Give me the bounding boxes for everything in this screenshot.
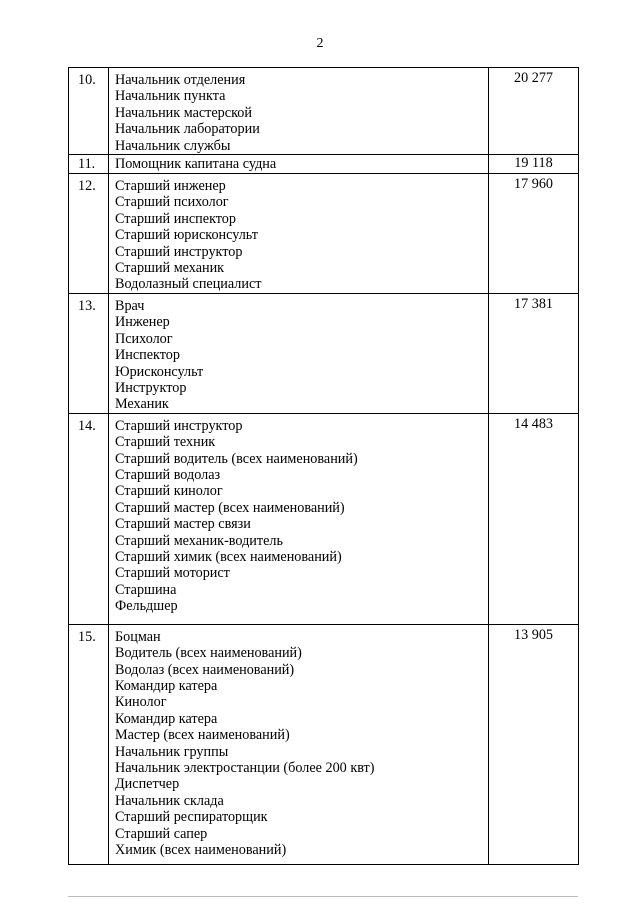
table-row <box>69 174 579 294</box>
position-title: Старший респираторщик <box>115 809 268 826</box>
position-title: Водолазный специалист <box>115 276 262 293</box>
position-title: Водитель (всех наименований) <box>115 645 302 662</box>
row-number-cell: 13. <box>69 293 109 413</box>
page-bottom-rule <box>68 896 578 897</box>
position-title: Кинолог <box>115 694 167 711</box>
position-title: Старший кинолог <box>115 483 223 500</box>
position-title: Старший мастер связи <box>115 516 251 533</box>
position-title: Старший мастер (всех наименований) <box>115 499 345 516</box>
position-title: Фельдшер <box>115 598 178 615</box>
position-title: Старший инструктор <box>115 417 243 434</box>
table-row <box>69 155 579 174</box>
position-list-cell <box>109 293 489 413</box>
position-title: Начальник склада <box>115 792 224 809</box>
salary-cell: 14 483 <box>489 413 579 624</box>
row-number-cell: 10. <box>69 68 109 155</box>
position-title: Диспетчер <box>115 776 180 793</box>
position-list-cell <box>109 155 489 174</box>
position-list-cell <box>109 624 489 864</box>
table-row <box>69 68 579 155</box>
position-title: Инспектор <box>115 347 180 364</box>
position-title: Командир катера <box>115 710 218 727</box>
salary-cell: 13 905 <box>489 624 579 864</box>
position-title: Начальник службы <box>115 137 231 154</box>
position-title: Старший инструктор <box>115 243 243 260</box>
position-title: Инженер <box>115 314 170 331</box>
table-body <box>69 68 579 865</box>
position-title: Начальник отделения <box>115 72 246 88</box>
position-title: Начальник электростанции (более 200 квт) <box>115 759 375 776</box>
row-number-cell: 12. <box>69 174 109 294</box>
position-list-cell <box>109 68 489 155</box>
positions-salary-table <box>68 67 579 865</box>
position-title: Старший водитель (всех наименований) <box>115 450 358 467</box>
position-title: Начальник лаборатории <box>115 121 260 138</box>
position-title: Старший техник <box>115 434 216 451</box>
position-title: Старший инспектор <box>115 210 236 227</box>
position-title: Механик <box>115 396 169 413</box>
table-row <box>69 624 579 864</box>
position-title: Старший психолог <box>115 194 229 211</box>
row-number-cell: 14. <box>69 413 109 624</box>
position-title: Старший водолаз <box>115 466 221 483</box>
position-title: Психолог <box>115 330 173 347</box>
row-number-cell: 11. <box>69 155 109 174</box>
position-title: Помощник капитана судна <box>115 156 277 173</box>
salary-cell: 17 381 <box>489 293 579 413</box>
position-title: Старший моторист <box>115 565 230 582</box>
page-number: 2 <box>316 36 324 51</box>
salary-cell: 19 118 <box>489 155 579 174</box>
position-title: Старший сапер <box>115 825 208 842</box>
position-title: Боцман <box>115 628 161 645</box>
position-title: Начальник группы <box>115 743 229 760</box>
table-row <box>69 293 579 413</box>
position-title: Старший механик-водитель <box>115 532 283 549</box>
position-title: Старший химик (всех наименований) <box>115 548 342 565</box>
position-title: Старшина <box>115 581 177 598</box>
salary-cell: 17 960 <box>489 174 579 294</box>
position-title: Старший механик <box>115 260 225 277</box>
position-title: Химик (всех наименований) <box>115 842 287 858</box>
position-title: Врач <box>115 297 145 314</box>
position-list-cell <box>109 413 489 624</box>
position-title: Начальник мастерской <box>115 104 252 121</box>
salary-cell: 20 277 <box>489 68 579 155</box>
position-title: Командир катера <box>115 677 218 694</box>
table-row <box>69 413 579 624</box>
position-title: Юрисконсульт <box>115 363 204 380</box>
position-title: Мастер (всех наименований) <box>115 727 290 744</box>
position-title: Старший инженер <box>115 178 226 195</box>
position-title: Начальник пункта <box>115 88 226 105</box>
position-title: Старший юрисконсульт <box>115 227 258 244</box>
position-title: Водолаз (всех наименований) <box>115 661 295 678</box>
position-title: Инструктор <box>115 379 187 396</box>
position-list-cell <box>109 174 489 294</box>
row-number-cell: 15. <box>69 624 109 864</box>
